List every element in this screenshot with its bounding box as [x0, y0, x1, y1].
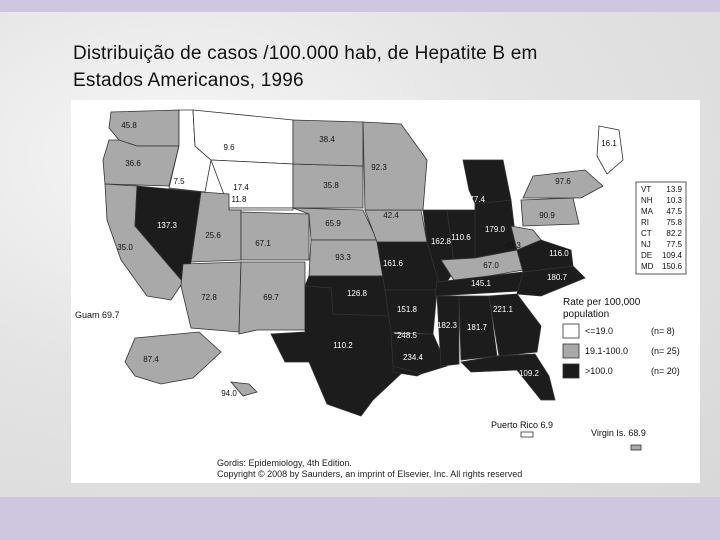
territory-label-virgin-islands: Virgin Is. 68.9 [591, 428, 646, 438]
state-shape-mt [193, 110, 293, 164]
hepatitis-b-map-figure [71, 100, 700, 483]
small-state-value: 150.6 [661, 262, 682, 271]
territory-label-guam: Guam 69.7 [75, 310, 120, 320]
state-value-label: 126.8 [346, 289, 368, 298]
caption-line-1: Gordis: Epidemiology, 4th Edition. [217, 458, 352, 468]
small-state-value: 13.9 [666, 185, 682, 194]
state-shape-co [241, 212, 309, 260]
small-state-value: 82.2 [666, 229, 682, 238]
figure-caption [217, 458, 522, 480]
state-value-label: 25.6 [205, 231, 221, 240]
small-state-value: 77.5 [666, 240, 682, 249]
state-value-label: 177.4 [464, 195, 486, 204]
state-value-label: 248.5 [396, 331, 418, 340]
legend-item-label: 19.1-100.0 [585, 346, 629, 356]
legend-item-count: (n= 25) [651, 346, 680, 356]
small-state-code: MA [641, 207, 653, 216]
state-value-label: 16.1 [601, 139, 617, 148]
state-value-label: 45.8 [121, 121, 137, 130]
state-value-label: 38.4 [319, 135, 335, 144]
state-value-label: 151.8 [396, 305, 418, 314]
small-state-code: CT [641, 229, 652, 238]
state-shape-ms [437, 296, 459, 366]
state-value-label: 97.6 [555, 177, 571, 186]
state-value-label: 221.1 [492, 305, 514, 314]
small-state-value: 47.5 [666, 207, 682, 216]
state-value-label: 110.2 [333, 341, 353, 350]
territory-label-puerto-rico: Puerto Rico 6.9 [491, 420, 554, 430]
state-value-label: 90.9 [539, 211, 555, 220]
state-value-label: 67.0 [483, 261, 499, 270]
state-value-label: 87.4 [143, 355, 159, 364]
state-value-label: 137.3 [156, 221, 178, 230]
legend-item-count: (n= 8) [651, 326, 675, 336]
legend-title-line-1: Rate per 100,000 [563, 297, 641, 308]
state-value-label: 145.1 [470, 279, 492, 288]
legend-swatch-low [563, 324, 579, 338]
small-state-value: 10.3 [666, 196, 682, 205]
state-value-label: 35.0 [117, 243, 133, 252]
state-value-label: 67.1 [255, 239, 271, 248]
states-layer [103, 110, 623, 416]
us-choropleth-map [71, 100, 700, 483]
state-value-label: 179.0 [484, 225, 506, 234]
state-value-label: 49.3 [505, 241, 521, 250]
state-value-label: 161.6 [382, 259, 404, 268]
state-value-label: 35.8 [323, 181, 339, 190]
small-state-code: MD [641, 262, 654, 271]
small-state-code: NH [641, 196, 653, 205]
state-value-label: 69.7 [263, 293, 279, 302]
state-value-label: 36.6 [125, 159, 141, 168]
slide-title-line-1: Distribuição de casos /100.000 hab, de Hepatite B em [73, 43, 538, 64]
state-shape-me [597, 126, 623, 174]
legend-item-label: >100.0 [585, 366, 613, 376]
small-state-value: 75.8 [666, 218, 682, 227]
state-shape-fl [461, 354, 555, 400]
virgin-islands-shape [631, 445, 641, 450]
state-value-label: 182.3 [436, 321, 458, 330]
small-state-code: DE [641, 251, 653, 260]
bottom-accent-band [0, 497, 720, 540]
state-value-label: 110.6 [451, 233, 471, 242]
state-shape-ak [125, 332, 221, 384]
state-value-label: 72.8 [201, 293, 217, 302]
state-value-label: 109.2 [518, 369, 540, 378]
small-state-code: RI [641, 218, 649, 227]
small-state-code: NJ [641, 240, 651, 249]
state-value-label: 17.4 [233, 183, 249, 192]
legend-title-line-2: population [563, 309, 610, 320]
state-value-label: 116.0 [549, 249, 569, 258]
legend-item-count: (n= 20) [651, 366, 680, 376]
state-shape-ga [489, 294, 541, 356]
top-accent-band [0, 0, 720, 12]
state-value-label: 181.7 [466, 323, 488, 332]
legend-swatch-mid [563, 344, 579, 358]
state-value-label: 162.8 [430, 237, 452, 246]
state-value-label: 93.3 [335, 253, 351, 262]
state-value-label: 11.8 [231, 195, 247, 204]
slide-title [73, 40, 703, 94]
state-value-label: 92.3 [371, 163, 387, 172]
small-state-code: VT [641, 185, 652, 194]
state-value-label: 180.7 [546, 273, 568, 282]
state-value-label: 234.4 [402, 353, 424, 362]
small-state-value: 109.4 [661, 251, 682, 260]
legend-item-label: <=19.0 [585, 326, 614, 336]
state-shape-or [103, 140, 179, 186]
puerto-rico-shape [521, 432, 533, 437]
slide-title-line-2: Estados Americanos, 1996 [73, 70, 304, 91]
state-value-label: 7.5 [173, 177, 185, 186]
legend-swatch-high [563, 364, 579, 378]
state-value-label: 9.6 [223, 143, 235, 152]
caption-line-2: Copyright © 2008 by Saunders, an imprint of Elsevier, Inc. All rights reserved [217, 469, 523, 479]
state-value-label: 42.4 [383, 211, 399, 220]
state-value-label: 94.0 [221, 389, 237, 398]
state-value-label: 65.9 [325, 219, 341, 228]
